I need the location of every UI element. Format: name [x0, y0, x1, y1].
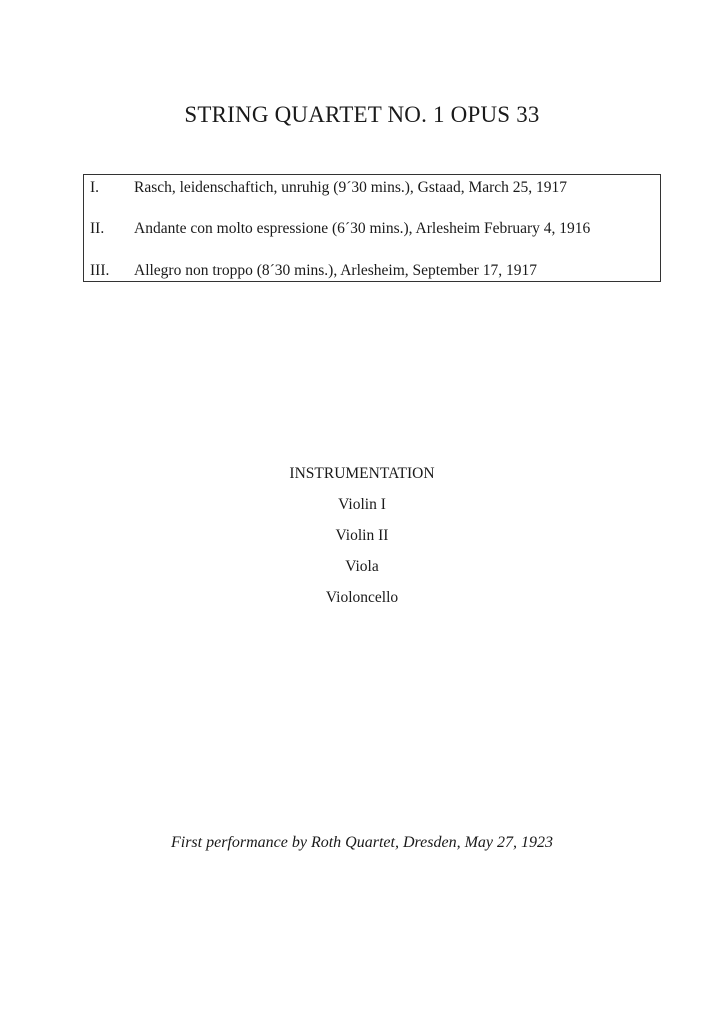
page-title: STRING QUARTET NO. 1 OPUS 33 — [184, 102, 540, 127]
first-performance-note: First performance by Roth Quartet, Dresden, May 27, 1923 — [170, 834, 553, 851]
movement-description: Andante con molto espressione (6´30 mins.), Arlesheim February 4, 1916 — [134, 220, 591, 237]
instrument-violin-2: Violin II — [335, 527, 389, 544]
movements-box — [83, 174, 661, 282]
movement-numeral: I. — [90, 179, 100, 196]
movement-numeral: II. — [90, 220, 105, 237]
instrument-violin-1: Violin I — [338, 496, 386, 513]
instrument-violoncello: Violoncello — [325, 589, 399, 606]
instrumentation-heading: INSTRUMENTATION — [289, 465, 435, 482]
movement-description: Rasch, leidenschaftich, unruhig (9´30 mins.), Gstaad, March 25, 1917 — [134, 179, 568, 196]
instrumentation-section — [0, 464, 724, 608]
movement-description: Allegro non troppo (8´30 mins.), Arlesheim, September 17, 1917 — [134, 262, 537, 279]
instrument-viola: Viola — [345, 558, 379, 575]
movement-numeral: III. — [90, 262, 110, 279]
